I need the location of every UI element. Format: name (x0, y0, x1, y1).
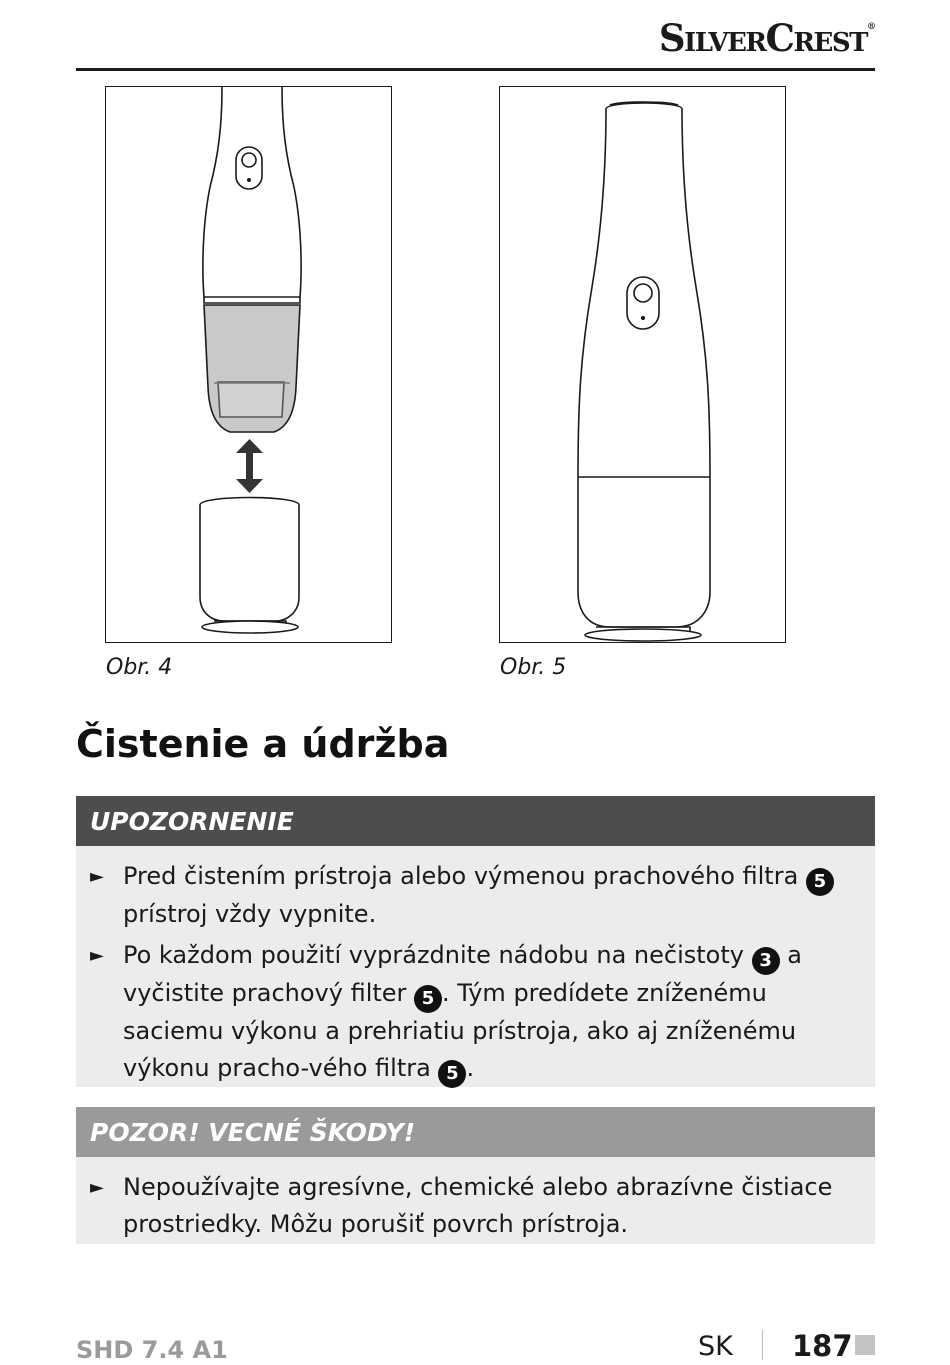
reference-number-icon: 5 (438, 1060, 466, 1088)
page-number: 187 (792, 1329, 853, 1363)
figure-4-illustration (105, 86, 392, 643)
footer-language: SK (698, 1331, 733, 1362)
header-rule (76, 68, 875, 71)
damage-warning-list (76, 1157, 875, 1243)
reference-number-icon: 3 (752, 947, 780, 975)
notice-box (76, 796, 875, 1087)
list-item: ► Nepoužívajte agresívne, chemické alebo abrazívne čistiace prostriedky. Môžu porušiť povrch prístroja. (76, 1169, 855, 1243)
figure-4-caption: Obr. 4 (106, 655, 173, 680)
damage-warning-title: POZOR! VECNÉ ŠKODY! (76, 1107, 875, 1157)
footer-model: SHD 7.4 A1 (76, 1336, 228, 1364)
figure-5-caption: Obr. 5 (500, 655, 567, 680)
reference-number-icon: 5 (414, 985, 442, 1013)
notice-title: UPOZORNENIE (76, 796, 875, 846)
arrow-right-icon: ► (90, 945, 104, 966)
figure-5-illustration (499, 86, 786, 643)
footer-divider (762, 1330, 763, 1360)
arrow-right-icon: ► (90, 1177, 104, 1198)
damage-warning-box (76, 1107, 875, 1244)
reference-number-icon: 5 (806, 868, 834, 896)
arrow-right-icon: ► (90, 866, 104, 887)
brand-logo: SilverCrest® (658, 16, 876, 60)
notice-list (76, 846, 875, 1088)
list-item: ► Pred čistením prístroja alebo výmenou prachového filtra 5 prístroj vždy vypnite. (76, 858, 855, 933)
section-title: Čistenie a údržba (76, 722, 450, 766)
footer-square-icon (855, 1335, 875, 1355)
list-item: ► Po každom použití vyprázdnite nádobu na nečistoty 3 a vyčistite prachový filter 5 . Tým predídete zníženému saciemu výkonu a prehriatiu prístroja, ako aj zníženému výkonu pracho-vého filtra 5 . (76, 937, 855, 1088)
